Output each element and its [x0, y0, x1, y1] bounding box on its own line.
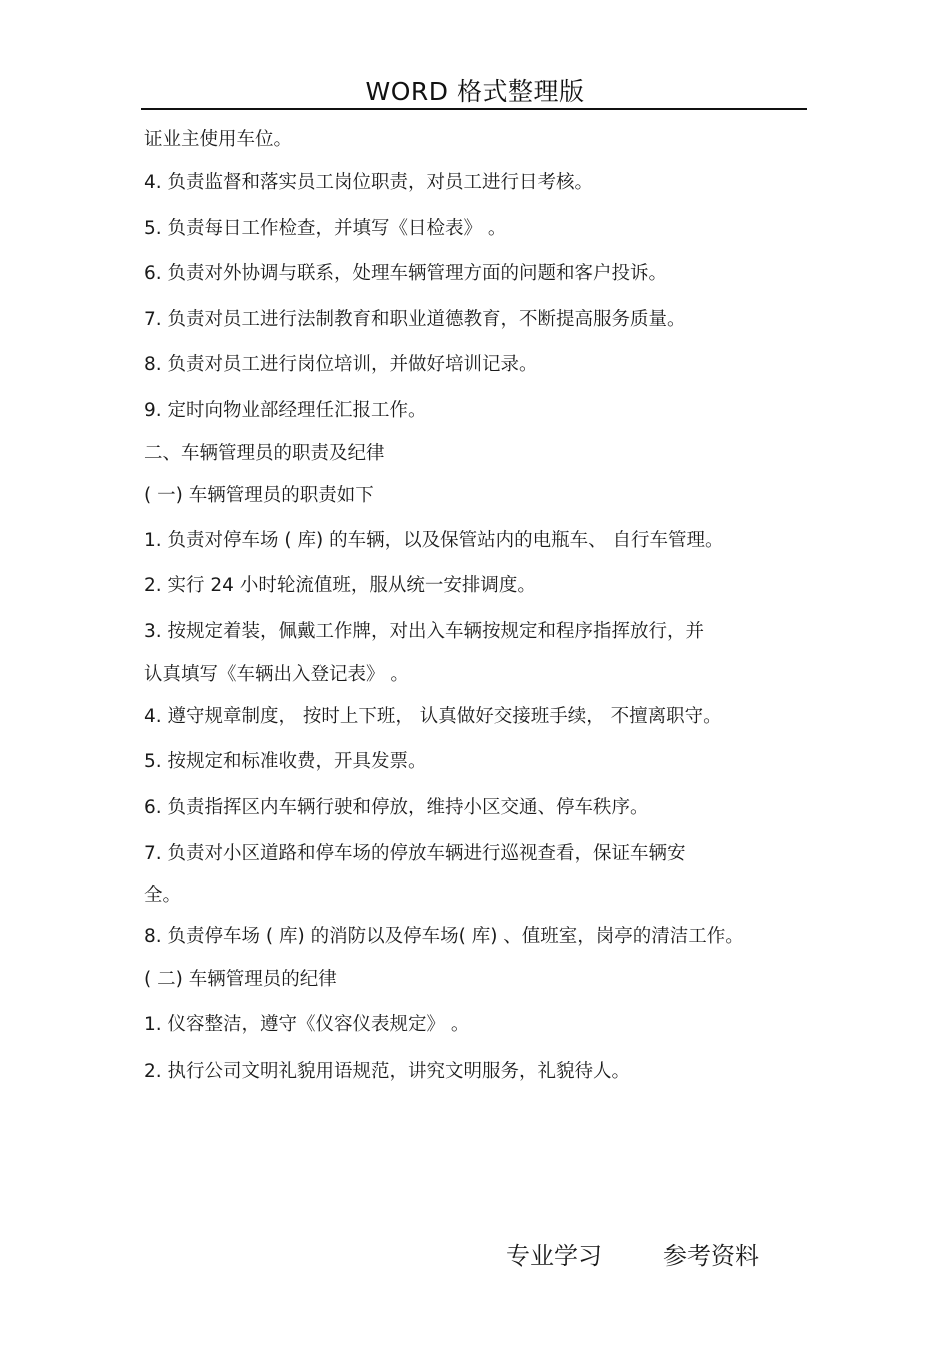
text-line: 1. 负责对停车场 ( 库) 的车辆，以及保管站内的电瓶车、 自行车管理。 — [144, 530, 724, 551]
text-line: 4. 负责监督和落实员工岗位职责，对员工进行日考核。 — [144, 172, 594, 193]
text-line: 9. 定时向物业部经理任汇报工作。 — [144, 400, 427, 421]
text-line: 6. 负责指挥区内车辆行驶和停放，维持小区交通、停车秩序。 — [144, 797, 649, 818]
text-line: 5. 按规定和标准收费，开具发票。 — [144, 751, 427, 772]
text-line: 8. 负责停车场 ( 库) 的消防以及停车场( 库) 、值班室，岗亭的清洁工作。 — [144, 926, 744, 947]
text-line: 2. 执行公司文明礼貌用语规范，讲究文明服务，礼貌待人。 — [144, 1061, 631, 1082]
page-footer: 专业学习 参考资料 — [506, 1242, 760, 1270]
text-line: 2. 实行 24 小时轮流值班，服从统一安排调度。 — [144, 575, 536, 596]
text-line: 3. 按规定着装，佩戴工作牌，对出入车辆按规定和程序指挥放行，并 — [144, 621, 705, 642]
text-line: 认真填写《车辆出入登记表》 。 — [144, 664, 409, 685]
text-line: 6. 负责对外协调与联系，处理车辆管理方面的问题和客户投诉。 — [144, 263, 668, 284]
text-line: 全。 — [144, 885, 182, 906]
text-line: 4. 遵守规章制度， 按时上下班， 认真做好交接班手续， 不擅离职守。 — [144, 706, 722, 727]
section-heading: 二、车辆管理员的职责及纪律 — [144, 443, 385, 464]
text-line: 7. 负责对小区道路和停车场的停放车辆进行巡视查看，保证车辆安 — [144, 843, 686, 864]
text-line: 8. 负责对员工进行岗位培训，并做好培训记录。 — [144, 354, 538, 375]
text-line: 证业主使用车位。 — [144, 129, 293, 150]
page-header-title: WORD 格式整理版 — [365, 77, 585, 106]
text-line: 7. 负责对员工进行法制教育和职业道德教育，不断提高服务质量。 — [144, 309, 686, 330]
text-line: 1. 仪容整洁，遵守《仪容仪表规定》 。 — [144, 1014, 470, 1035]
subsection-heading: ( 一) 车辆管理员的职责如下 — [144, 485, 374, 506]
text-line: 5. 负责每日工作检查，并填写《日检表》 。 — [144, 218, 507, 239]
header-divider — [141, 108, 807, 110]
subsection-heading: ( 二) 车辆管理员的纪律 — [144, 969, 337, 990]
